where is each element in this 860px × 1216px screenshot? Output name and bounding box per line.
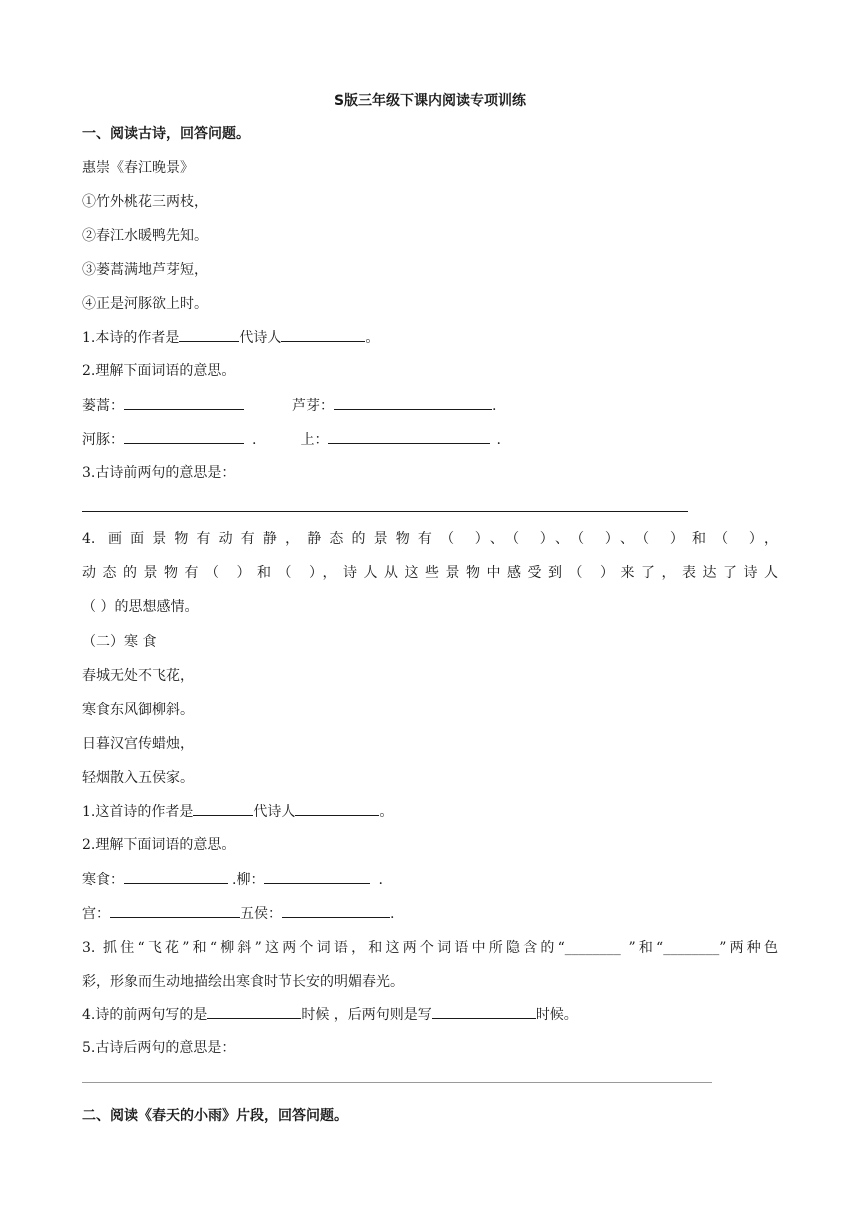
answer-line[interactable] xyxy=(82,511,688,512)
word-label: 蒌蒿： xyxy=(82,398,124,414)
question-text: 4.诗的前两句写的是 xyxy=(82,1007,208,1023)
punctuation: . xyxy=(390,906,395,922)
word-label: 寒食： xyxy=(82,872,124,888)
poem-2-line-4: 轻烟散入五侯家。 xyxy=(82,770,194,786)
word-meaning-blank[interactable] xyxy=(124,395,244,410)
poem-1-question-4-line-2: 动态的景物有（ ）和（ ），诗人从这些景物中感受到（ ）来了，表达了诗人 xyxy=(82,565,778,581)
time-blank[interactable] xyxy=(432,1004,536,1019)
word-label: 宫： xyxy=(82,906,110,922)
poem-2-line-2: 寒食东风御柳斜。 xyxy=(82,702,194,718)
poem-2-question-3-line-2: 彩，形象而生动地描绘出寒食时节长安的明媚春光。 xyxy=(82,974,404,990)
word-label: 柳： xyxy=(236,872,265,888)
poem-2-word-row-2 xyxy=(82,903,394,924)
poem-1-question-2: 2.理解下面词语的意思。 xyxy=(82,363,236,379)
poem-1-word-row-1 xyxy=(82,395,496,416)
poem-2-question-4 xyxy=(82,1004,578,1025)
word-label: 上： xyxy=(300,432,329,448)
question-text: 时候。 xyxy=(535,1007,578,1023)
poem-2-question-2: 2.理解下面词语的意思。 xyxy=(82,837,236,853)
word-label: 芦芽： xyxy=(292,398,334,414)
poem-1-question-1 xyxy=(82,327,379,348)
word-meaning-blank[interactable] xyxy=(124,429,244,444)
word-meaning-blank[interactable] xyxy=(334,395,492,410)
question-text: 。 xyxy=(379,804,394,820)
word-meaning-blank[interactable] xyxy=(328,429,490,444)
punctuation: . xyxy=(492,398,497,414)
poem-1-line-3: ③蒌蒿满地芦芽短， xyxy=(82,262,208,278)
punctuation: . xyxy=(378,872,383,888)
question-text: 。 xyxy=(365,330,380,346)
word-meaning-blank[interactable] xyxy=(110,903,240,918)
dynasty-blank[interactable] xyxy=(193,801,253,816)
word-meaning-blank[interactable] xyxy=(264,869,370,884)
poem-1-question-3: 3.古诗前两句的意思是： xyxy=(82,465,236,481)
poem-1-word-row-2 xyxy=(82,429,501,450)
poem-2-word-row-1 xyxy=(82,869,383,890)
poem-1-line-1: ①竹外桃花三两枝， xyxy=(82,194,208,210)
poem-1-title: 惠崇《春江晚景》 xyxy=(82,160,194,176)
poem-2-question-3-line-1: 3. 抓住“飞花”和“柳斜”这两个词语，和这两个词语中所隐含的“________ ”和“________”两种色 xyxy=(82,940,778,956)
poem-2-question-5: 5.古诗后两句的意思是： xyxy=(82,1040,236,1056)
poet-blank[interactable] xyxy=(295,801,379,816)
answer-line[interactable] xyxy=(82,1082,712,1083)
poem-1-question-4-line-1: 4. 画面景物有动有静，静态的景物有（ ）、（ ）、（ ）、（ ）和（ ）， xyxy=(82,531,778,547)
poem-1-question-4-line-3: （ ）的思想感情。 xyxy=(82,599,199,615)
section-1-heading: 一、阅读古诗，回答问题。 xyxy=(82,126,250,142)
question-text: 1.这首诗的作者是 xyxy=(82,804,194,820)
punctuation: . xyxy=(232,872,237,888)
word-label: 五侯： xyxy=(240,906,282,922)
question-text: 1.本诗的作者是 xyxy=(82,330,180,346)
poem-2-title: （二）寒 食 xyxy=(82,634,157,650)
question-text: 代诗人 xyxy=(253,804,296,820)
page-title: S版三年级下课内阅读专项训练 xyxy=(333,93,527,109)
word-meaning-blank[interactable] xyxy=(282,903,390,918)
word-label: 河豚： xyxy=(82,432,124,448)
punctuation: . xyxy=(252,432,257,448)
question-text: 代诗人 xyxy=(239,330,282,346)
poem-2-line-1: 春城无处不飞花， xyxy=(82,668,194,684)
word-meaning-blank[interactable] xyxy=(124,869,228,884)
poem-1-line-2: ②春江水暖鸭先知。 xyxy=(82,228,208,244)
section-2-heading: 二、阅读《春天的小雨》片段，回答问题。 xyxy=(82,1108,348,1124)
dynasty-blank[interactable] xyxy=(179,327,239,342)
poem-2-line-3: 日暮汉宫传蜡烛， xyxy=(82,736,194,752)
time-blank[interactable] xyxy=(207,1004,301,1019)
poem-2-question-1 xyxy=(82,801,393,822)
poem-1-line-4: ④正是河豚欲上时。 xyxy=(82,296,208,312)
poet-blank[interactable] xyxy=(281,327,365,342)
punctuation: . xyxy=(496,432,501,448)
question-text: 时候 ，后两句则是写 xyxy=(301,1007,432,1023)
